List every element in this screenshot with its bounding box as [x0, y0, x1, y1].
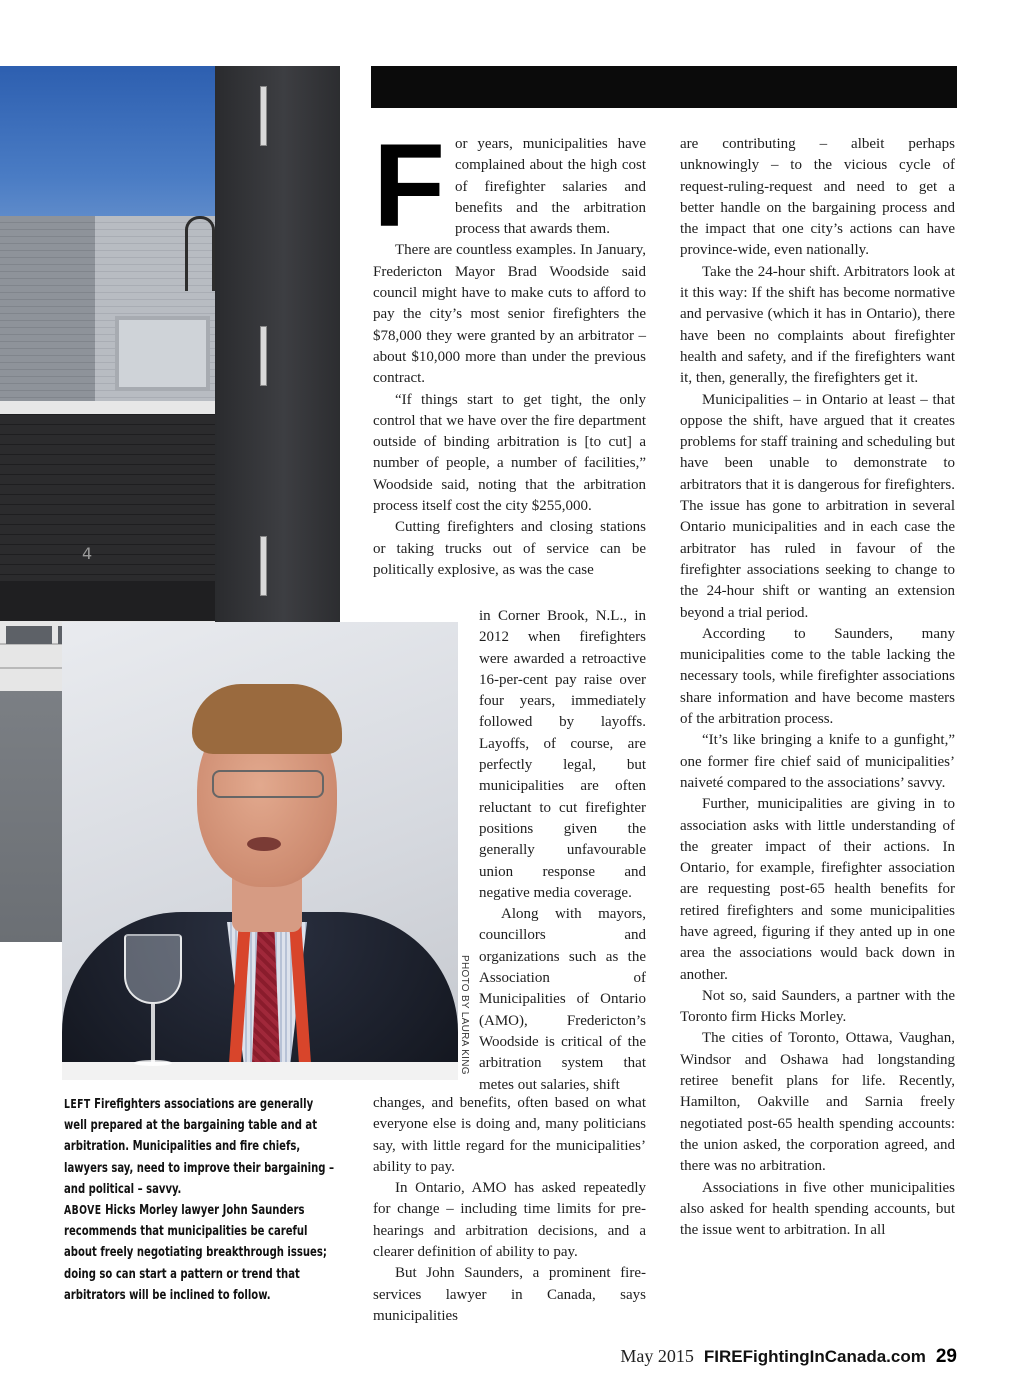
page-number: 29 [935, 1346, 957, 1367]
issue-date: May 2015 [620, 1346, 694, 1366]
article-paragraph: According to Saunders, many municipalities come to the table lacking the necessary tools, while firefighter associations share information and have become masters of the arbitration process. [680, 625, 955, 728]
caption-left-tag: LEFT [64, 1097, 91, 1111]
article-paragraph: Further, municipalities are giving in to association asks with little understanding of the greater impact of their actions. In Ontario, for example, firefighter association are requesting post-65 health benefits for retired firefighters and some municipalities have agreed, figuring if they anted up in one area the associations would back down in another. [680, 796, 955, 983]
article-paragraph: changes, and benefits, often based on what everyone else is doing and, many politicians say, with little regard for the municipalities’ ability to pay. [373, 1095, 646, 1175]
article-paragraph: “It’s like bringing a knife to a gunfight,” one former fire chief said of municipalities’ naiveté compared to the associations’ savvy. [680, 732, 955, 791]
photo-credit: PHOTO BY LAURA KING [459, 955, 470, 1075]
article-paragraph: are contributing – albeit perhaps unknowingly – to the vicious cycle of request-ruling-request and need to get a better handle on the bargaining process and the impact that one city’s actions can have province-wide, even nationally. [680, 136, 955, 259]
article-paragraph: In Ontario, AMO has asked repeatedly for change – including time limits for pre-hearings and arbitration decisions, and a clearer definition of ability to pay. [373, 1180, 646, 1261]
drop-cap: F [373, 120, 442, 252]
photo-caption [64, 1094, 334, 1306]
caption-left [64, 1094, 334, 1200]
magazine-website: FIREFightingInCanada.com [703, 1347, 926, 1366]
article-column-1-middle [479, 606, 646, 1096]
caption-above-text: Hicks Morley lawyer John Saunders recommends that municipalities be careful about freely negotiating breakthrough issues; doing so can start a pattern or trend that arbitrators will be inclined to follow. [64, 1203, 327, 1303]
article-paragraph: Municipalities – in Ontario at least – that oppose the shift, have argued that it creates problems for staff training and scheduling but have been unable to demonstrate to arbitrators that it is dangerous for firefighters. The issue has gone to arbitration in several Ontario municipalities and in each case the arbitrator has ruled in favour of the firefighter associations seeking to change to the 24-hour shift or wanting an extension beyond a trial period. [680, 391, 955, 621]
article-paragraph: in Corner Brook, N.L., in 2012 when firefighters were awarded a retroactive 16-per-cent pay raise over four years, immediately followed by layoffs. Layoffs, of course, are perfectly legal, but municipalities are often reluctant to cut firefighter positions given the generally unfavourable union response and negative media coverage. [479, 608, 646, 901]
article-paragraph: Along with mayors, councillors and organizations such as the Association of Municipalities of Ontario (AMO), Fredericton’s Woodside is critical of the arbitration system that metes out salaries, shift [479, 906, 646, 1093]
article-paragraph: There are countless examples. In January, Fredericton Mayor Brad Woodside said council might have to make cuts to afford to pay the city’s most senior firefighters the $78,000 they were granted by an arbitrator – about $10,000 more than under the previous contract. [373, 242, 646, 387]
article-paragraph: Not so, said Saunders, a partner with the Toronto firm Hicks Morley. [680, 987, 955, 1026]
station-door-number: 4 [82, 544, 93, 563]
article-paragraph: Cutting firefighters and closing stations or taking trucks out of service can be politically explosive, as was the case [373, 519, 646, 578]
article-paragraph: “If things start to get tight, the only control that we have over the fire department outside of binding arbitration is [to cut] a number of people, a number of facilities,” Woodside said, noting that the arbitration process itself cost the city $255,000. [373, 391, 646, 515]
article-column-2 [680, 134, 955, 1241]
article-paragraph: The cities of Toronto, Ottawa, Vaughan, Windsor and Oshawa had longstanding retiree benefit plans for life. Recently, Hamilton, Oakville and Sarnia freely negotiated post-65 health spending accounts: the union asked, the corporation agreed, and there was no arbitration. [680, 1030, 955, 1175]
article-column-1-top [373, 120, 646, 581]
caption-above [64, 1200, 334, 1306]
article-paragraph: Associations in five other municipalities also asked for health spending accounts, but the issue went to arbitration. In all [680, 1179, 955, 1239]
article-paragraph: But John Saunders, a prominent fire-services lawyer in Canada, says municipalities [373, 1265, 646, 1324]
speaker-photo [62, 622, 458, 1080]
page-footer [620, 1346, 957, 1368]
article-paragraph: Take the 24-hour shift. Arbitrators look at it this way: If the shift has become normative and pervasive (which it has in Ontario), there have been no complaints about firefighter health and safety, and if the firefighters want it, then, generally, the firefighters get it. [680, 263, 955, 387]
caption-above-tag: ABOVE [64, 1203, 102, 1218]
caption-left-text: Firefighters associations are generally well prepared at the bargaining table and at arbitration. Municipalities and fire chiefs, lawyers say, need to improve their bargaining – and political – savvy. [64, 1097, 334, 1197]
article-paragraph: For years, municipalities have complained about the high cost of firefighter salaries and benefits and the arbitration process that awards them. [373, 120, 646, 252]
header-bar [371, 66, 957, 108]
article-column-1-bottom [373, 1093, 646, 1327]
